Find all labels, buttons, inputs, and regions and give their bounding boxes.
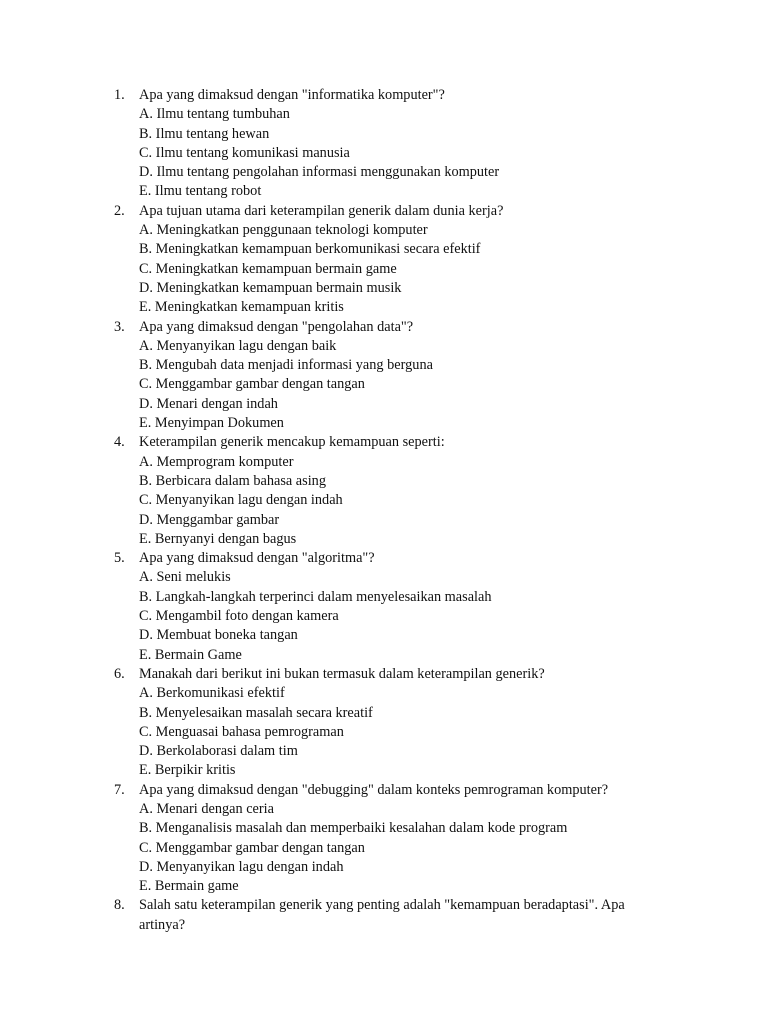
question-number: 2. [114, 202, 125, 219]
question-item [114, 202, 674, 318]
answer-option: A. Seni melukis [139, 569, 231, 586]
question-text: Apa yang dimaksud dengan "algoritma"? [139, 550, 375, 567]
question-item [114, 549, 674, 665]
answer-options [139, 221, 674, 317]
answer-option: E. Ilmu tentang robot [139, 183, 262, 200]
answer-option: C. Mengambil foto dengan kamera [139, 608, 339, 625]
answer-options [139, 568, 674, 664]
answer-option: B. Mengubah data menjadi informasi yang berguna [139, 357, 433, 374]
answer-options [139, 684, 674, 780]
answer-option: B. Menganalisis masalah dan memperbaiki kesalahan dalam kode program [139, 820, 568, 837]
answer-option: A. Memprogram komputer [139, 453, 294, 470]
question-item [114, 781, 674, 897]
question-item [114, 318, 674, 434]
answer-option: E. Meningkatkan kemampuan kritis [139, 299, 344, 316]
answer-option: C. Meningkatkan kemampuan bermain game [139, 260, 397, 277]
question-number: 6. [114, 665, 125, 682]
answer-option: B. Meningkatkan kemampuan berkomunikasi secara efektif [139, 241, 481, 258]
answer-option: D. Meningkatkan kemampuan bermain musik [139, 279, 402, 296]
answer-option: D. Menyanyikan lagu dengan indah [139, 858, 344, 875]
answer-options [139, 800, 674, 896]
answer-option: A. Menyanyikan lagu dengan baik [139, 337, 337, 354]
answer-option: A. Berkomunikasi efektif [139, 685, 285, 702]
answer-option: C. Menggambar gambar dengan tangan [139, 839, 365, 856]
question-number: 5. [114, 550, 125, 567]
question-text: Apa yang dimaksud dengan "pengolahan data"? [139, 318, 414, 335]
answer-option: D. Berkolaborasi dalam tim [139, 743, 298, 760]
question-list [114, 86, 674, 935]
answer-option: B. Berbicara dalam bahasa asing [139, 472, 326, 489]
answer-options [139, 105, 674, 201]
answer-option: E. Bermain game [139, 878, 239, 895]
answer-option: E. Menyimpan Dokumen [139, 415, 284, 432]
question-item [114, 896, 674, 935]
question-text: Apa yang dimaksud dengan "informatika komputer"? [139, 87, 445, 103]
answer-option: B. Menyelesaikan masalah secara kreatif [139, 704, 373, 721]
answer-option: E. Bernyanyi dengan bagus [139, 530, 297, 547]
answer-option: E. Berpikir kritis [139, 762, 236, 779]
question-text: Apa tujuan utama dari keterampilan generik dalam dunia kerja? [139, 202, 504, 219]
answer-option: B. Langkah-langkah terperinci dalam menyelesaikan masalah [139, 588, 492, 605]
question-text: Keterampilan generik mencakup kemampuan seperti: [139, 434, 445, 451]
answer-option: B. Ilmu tentang hewan [139, 125, 270, 142]
answer-options [139, 337, 674, 433]
answer-option: E. Bermain Game [139, 646, 242, 663]
question-number: 8. [114, 897, 125, 914]
question-item [114, 433, 674, 549]
question-number: 4. [114, 434, 125, 451]
answer-option: D. Membuat boneka tangan [139, 627, 298, 644]
answer-option: C. Ilmu tentang komunikasi manusia [139, 144, 350, 161]
answer-option: A. Ilmu tentang tumbuhan [139, 106, 290, 123]
answer-option: C. Menyanyikan lagu dengan indah [139, 492, 343, 509]
answer-option: D. Ilmu tentang pengolahan informasi menggunakan komputer [139, 164, 500, 181]
answer-option: A. Menari dengan ceria [139, 800, 274, 817]
answer-option: D. Menggambar gambar [139, 511, 280, 528]
question-text: Salah satu keterampilan generik yang penting adalah "kemampuan beradaptasi". Apa artinya? [139, 897, 625, 933]
question-text: Manakah dari berikut ini bukan termasuk dalam keterampilan generik? [139, 665, 545, 682]
answer-options [139, 453, 674, 549]
answer-option: C. Menggambar gambar dengan tangan [139, 376, 365, 393]
question-item [114, 665, 674, 781]
answer-option: A. Meningkatkan penggunaan teknologi komputer [139, 222, 428, 239]
question-number: 3. [114, 318, 125, 335]
question-item [114, 86, 674, 202]
question-text: Apa yang dimaksud dengan "debugging" dalam konteks pemrograman komputer? [139, 781, 609, 798]
question-number: 7. [114, 781, 125, 798]
answer-option: D. Menari dengan indah [139, 395, 278, 412]
question-number: 1. [114, 87, 125, 103]
answer-option: C. Menguasai bahasa pemrograman [139, 723, 344, 740]
